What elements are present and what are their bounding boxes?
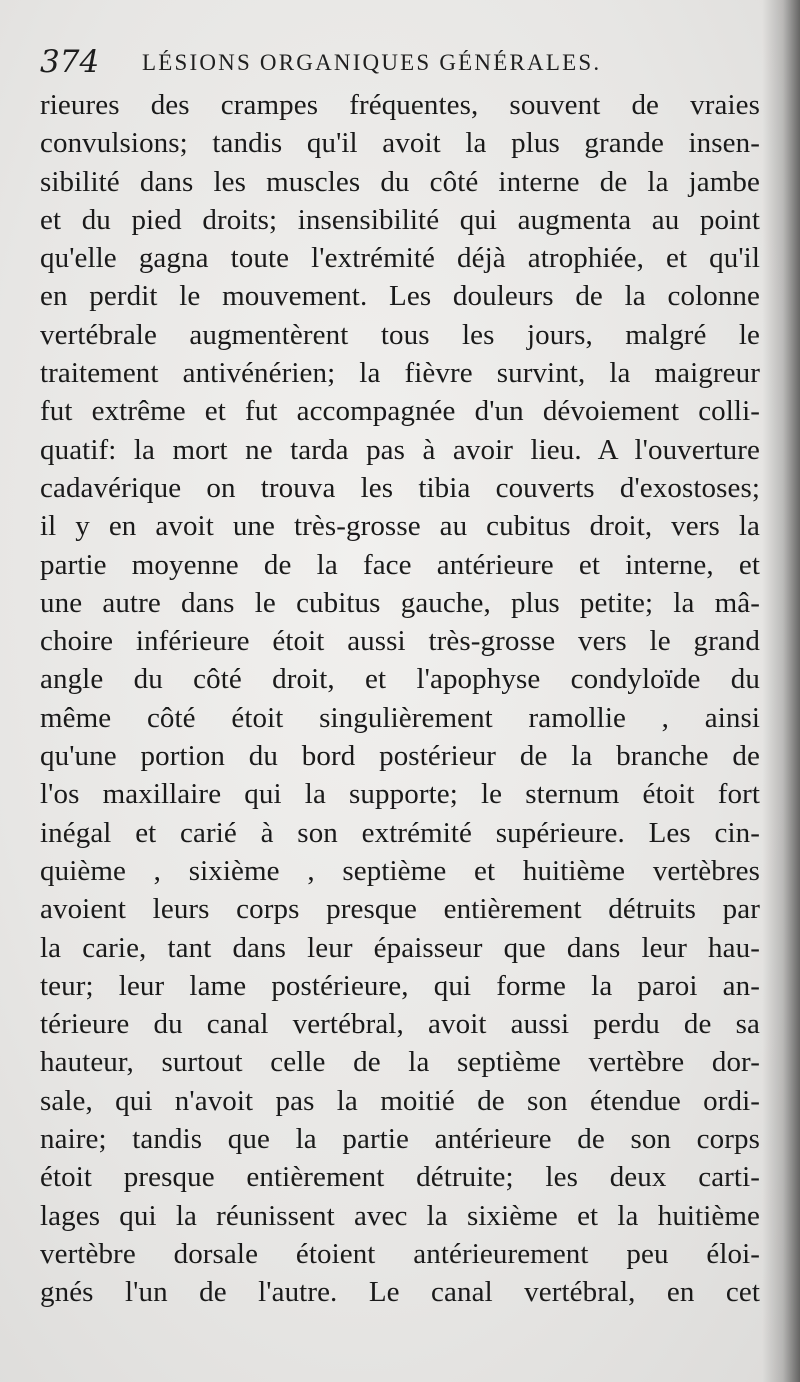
text-line: une autre dans le cubitus gauche, plus petite; la mâ- xyxy=(40,586,760,619)
text-line: angle du côté droit, et l'apophyse condyloïde du xyxy=(40,663,760,696)
text-line: traitement antivénérien; la fièvre survint, la maigreur xyxy=(40,357,760,390)
text-line: vertèbre dorsale étoient antérieurement peu éloi- xyxy=(40,1237,760,1270)
text-line: la carie, tant dans leur épaisseur que dans leur hau- xyxy=(40,931,760,964)
text-line: étoit presque entièrement détruite; les deux carti- xyxy=(40,1161,760,1194)
text-line: en perdit le mouvement. Les douleurs de la colonne xyxy=(40,280,760,313)
text-line: cadavérique on trouva les tibia couverts d'exostoses; xyxy=(40,471,760,504)
text-line: sibilité dans les muscles du côté interne de la jambe xyxy=(40,165,760,198)
text-line: et du pied droits; insensibilité qui augmenta au point xyxy=(40,203,760,236)
body-text xyxy=(40,86,760,1312)
text-line: avoient leurs corps presque entièrement détruits par xyxy=(40,893,760,926)
text-line: quième , sixième , septième et huitième vertèbres xyxy=(40,854,760,887)
text-line: teur; leur lame postérieure, qui forme la paroi an- xyxy=(40,969,760,1002)
text-line: rieures des crampes fréquentes, souvent de vraies xyxy=(40,89,760,121)
text-line: gnés l'un de l'autre. Le canal vertébral, en cet xyxy=(40,1276,760,1309)
text-line: inégal et carié à son extrémité supérieure. Les cin- xyxy=(40,816,760,849)
text-line: naire; tandis que la partie antérieure de son corps xyxy=(40,1123,760,1156)
text-line: vertébrale augmentèrent tous les jours, malgré le xyxy=(40,318,760,351)
text-line: qu'une portion du bord postérieur de la branche de xyxy=(40,740,760,773)
text-line: quatif: la mort ne tarda pas à avoir lieu. A l'ouverture xyxy=(40,433,760,466)
text-line: lages qui la réunissent avec la sixième et la huitième xyxy=(40,1199,760,1232)
text-line: convulsions; tandis qu'il avoit la plus grande insen- xyxy=(40,127,760,160)
text-line: même côté étoit singulièrement ramollie , ainsi xyxy=(40,701,760,734)
text-line: choire inférieure étoit aussi très-grosse vers le grand xyxy=(40,625,760,658)
text-line: térieure du canal vertébral, avoit aussi perdu de sa xyxy=(40,1008,760,1041)
text-line: il y en avoit une très-grosse au cubitus droit, vers la xyxy=(40,510,760,543)
running-head: LÉSIONS ORGANIQUES GÉNÉRALES. xyxy=(142,50,602,75)
page-edge-shadow xyxy=(762,0,800,1382)
text-line: sale, qui n'avoit pas la moitié de son étendue ordi- xyxy=(40,1084,760,1117)
text-line: hauteur, surtout celle de la septième vertèbre dor- xyxy=(40,1046,760,1079)
text-line: qu'elle gagna toute l'extrémité déjà atrophiée, et qu'il xyxy=(40,242,760,275)
text-line: fut extrême et fut accompagnée d'un dévoiement colli- xyxy=(40,395,760,428)
page-number: 374 xyxy=(40,44,100,80)
text-line: l'os maxillaire qui la supporte; le sternum étoit fort xyxy=(40,778,760,811)
text-line: partie moyenne de la face antérieure et interne, et xyxy=(40,548,760,581)
page-header xyxy=(40,44,760,84)
